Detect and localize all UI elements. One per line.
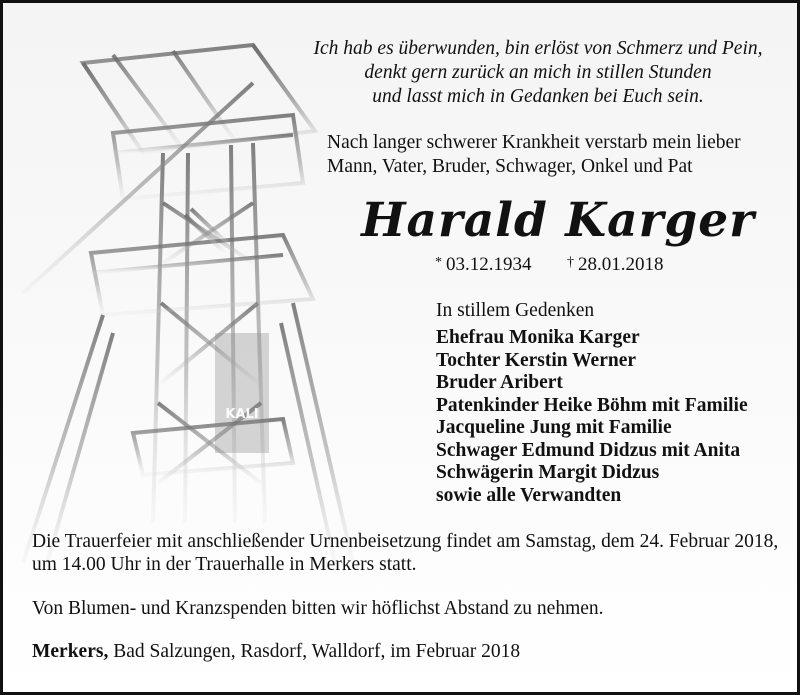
intro-line: Mann, Vater, Bruder, Schwager, Onkel und Pat [327, 156, 693, 177]
poem-verse [303, 37, 773, 109]
list-item: Schwägerin Margit Didzus [436, 462, 660, 483]
poem-line: denkt gern zurück an mich in stillen Stunden [364, 62, 712, 83]
kali-logo: KALI [225, 407, 259, 422]
list-item: Schwager Edmund Didzus mit Anita [436, 439, 741, 461]
list-item: sowie alle Verwandten [436, 484, 622, 506]
intro-line: Nach langer schwerer Krankheit verstarb mein lieber [327, 132, 741, 153]
death-date-value: 28.01.2018 [578, 254, 664, 275]
birth-star-icon: * [435, 255, 442, 270]
list-item: Ehefrau Monika Karger [436, 327, 640, 348]
list-item: Jacqueline Jung mit Familie [436, 417, 672, 438]
mourners-list [436, 327, 748, 507]
funeral-details [32, 531, 782, 576]
primary-place: Merkers, [32, 641, 109, 662]
list-item: Patenkinder Heike Böhm mit Familie [436, 394, 748, 416]
birth-date [435, 251, 532, 277]
list-item: Tochter Kerstin Werner [436, 349, 637, 371]
memory-label: In stillem Gedenken [436, 300, 595, 321]
list-item: Bruder Aribert [436, 372, 563, 393]
funeral-line: Die Trauerfeier mit anschließender Urnenbeisetzung findet am Samstag, dem 24. Februar 2018, [32, 531, 779, 552]
death-announcement-intro [327, 131, 787, 179]
death-cross-icon: † [567, 255, 574, 270]
birth-date-value: 03.12.1934 [446, 254, 532, 275]
poem-line: und lasst mich in Gedanken bei Euch sein. [372, 86, 704, 107]
deceased-name: Harald Karger [361, 193, 755, 248]
flowers-note: Von Blumen- und Kranzspenden bitten wir höflichst Abstand zu nehmen. [32, 598, 604, 619]
death-date [567, 251, 664, 277]
places-and-date [32, 640, 520, 664]
funeral-line: um 14.00 Uhr in der Trauerhalle in Merkers statt. [32, 553, 417, 575]
poem-line: Ich hab es überwunden, bin erlöst von Schmerz und Pein, [313, 38, 763, 59]
other-places: Bad Salzungen, Rasdorf, Walldorf, im Februar 2018 [108, 641, 521, 662]
